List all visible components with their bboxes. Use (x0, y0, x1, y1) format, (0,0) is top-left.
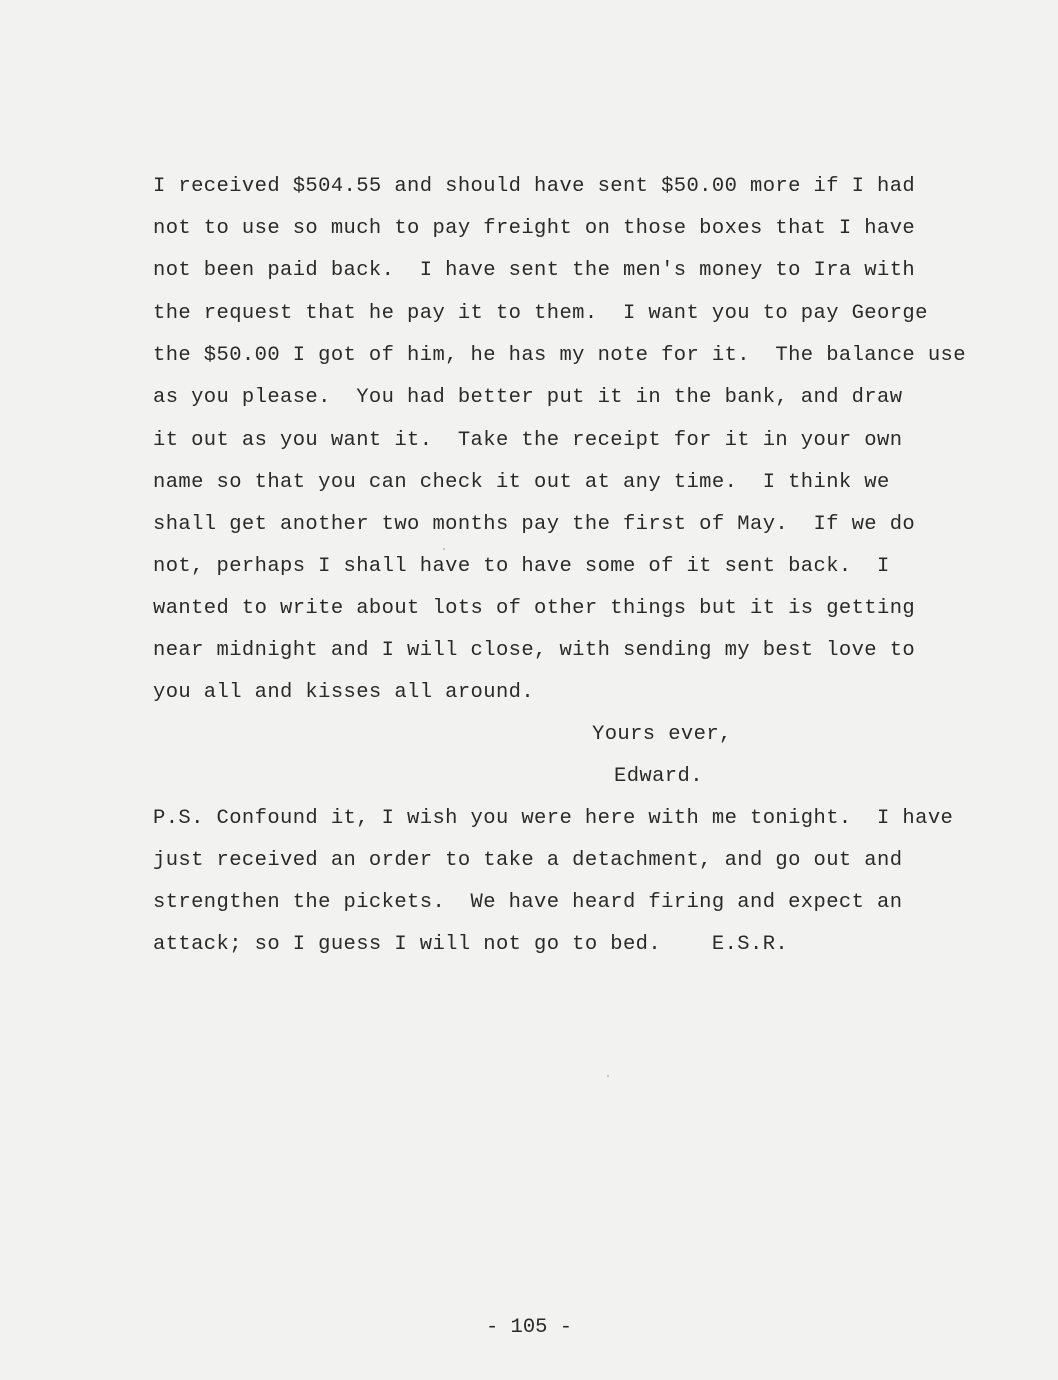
body-line-11: wanted to write about lots of other things but it is getting (153, 597, 916, 620)
paper-speck (607, 1075, 609, 1077)
body-line-5: the $50.00 I got of him, he has my note for it. The balance use (153, 344, 966, 367)
body-line-3: not been paid back. I have sent the men's money to Ira with (153, 259, 916, 282)
letter-signature: Edward. (614, 765, 703, 788)
postscript-line-2: just received an order to take a detachment, and go out and (153, 849, 903, 872)
body-line-4: the request that he pay it to them. I want you to pay George (153, 302, 928, 325)
body-line-10: not, perhaps I shall have to have some of it sent back. I (153, 555, 890, 578)
body-line-2: not to use so much to pay freight on those boxes that I have (153, 217, 916, 240)
body-line-9: shall get another two months pay the first of May. If we do (153, 513, 916, 536)
page-number: - 105 - (485, 1316, 573, 1339)
body-line-1: I received $504.55 and should have sent $50.00 more if I had (153, 175, 916, 198)
body-line-6: as you please. You had better put it in the bank, and draw (153, 386, 903, 409)
body-line-7: it out as you want it. Take the receipt for it in your own (153, 429, 903, 452)
postscript-line-3: strengthen the pickets. We have heard firing and expect an (153, 891, 903, 914)
paper-speck (443, 548, 445, 550)
body-line-12: near midnight and I will close, with sending my best love to (153, 639, 916, 662)
postscript-line-1: P.S. Confound it, I wish you were here with me tonight. I have (153, 807, 954, 830)
letter-closing: Yours ever, (592, 723, 732, 746)
body-line-13: you all and kisses all around. (153, 681, 535, 704)
postscript-line-4: attack; so I guess I will not go to bed. E.S.R. (153, 933, 789, 956)
body-line-8: name so that you can check it out at any time. I think we (153, 471, 890, 494)
